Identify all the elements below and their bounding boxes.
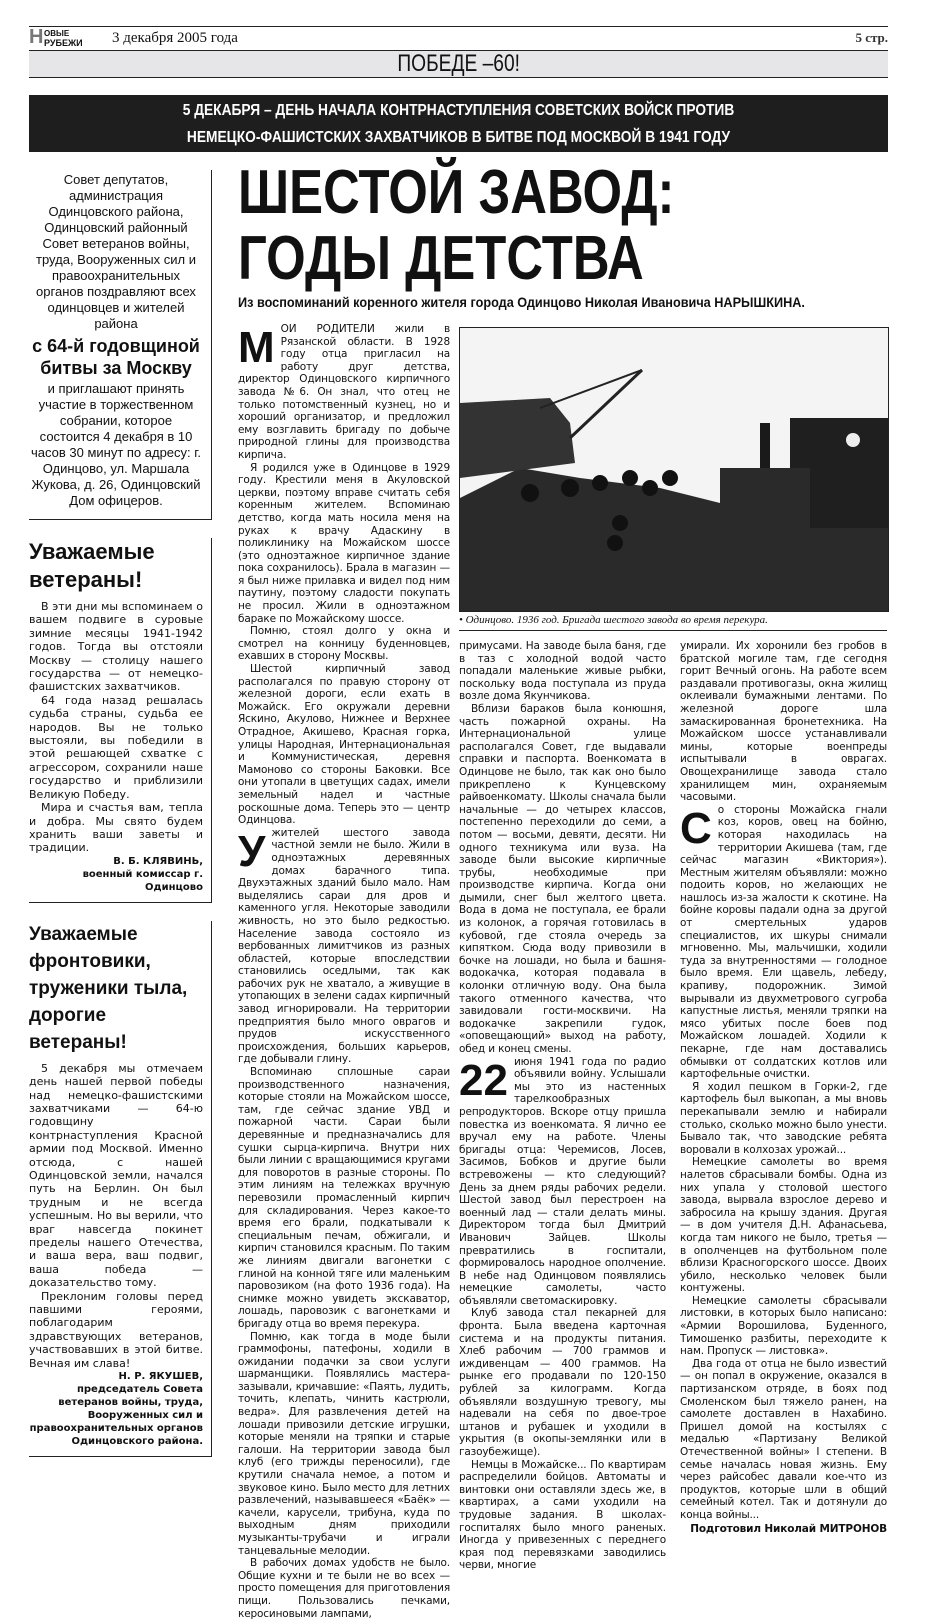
article-paragraph: Вблизи бараков была конюшня, часть пожарной охраны. На Интернациональной улице располагался Совет, где выдавали справки и паспорта. Военкомата в Одинцове не было, так как оно было прикреплено к Кунцевскому райвоенкомату. Школы сначала были начальные — до четырех классов, постепенно переходили до семи, а потом — восьми, девяти, десяти. Ни одного техникума или вуза. На заводе были высокие кирпичные трубы, необходимые при производстве кирпича. Когда они дымили, снег был желтого цвета. Вода в дома не поступала, ее брали из колонок, а горячая готовилась в кубовой, где стояла очередь за кипятком. Сюда воду привозили в бочке на лошади, но была и башня-водокачка, которая подавала в колонки отличную воду. Она была такого отменного качества, что завидовали гости-москвичи. На водокачке закрепили гудок, «оповещающий» выход на работу, обед и конец смены. — [459, 702, 666, 1055]
article-column-1 — [238, 323, 450, 1620]
headline-line-2: НЕМЕЦКО-ФАШИСТСКИХ ЗАХВАТЧИКОВ В БИТВЕ ПОД МОСКВОЙ В 1941 ГОДУ — [186, 129, 731, 146]
drop-cap: У — [238, 826, 266, 876]
article-paragraph: Вспоминаю сплошные сараи производственного назначения, которые стояли на Можайском шоссе, там, где сейчас здание УВД и пожарной части. Сараи были деревянные и предназначались для сушки сырца-кирпича. Внутри них были линии с вращающимися кругами для поворотов в разные стороны. По этим линиям на тележках вручную перевозили промасленный кирпич для складирования. Через какое-то время его брали, подкатывали к специальным печам, обжигали, и кирпич становился красным. По таким же линиям двигали вагонетки с глиной на конной тяге или маленьким паровозиком (на фото 1936 года). На снимке можно увидеть экскаватор, лошадь, паровозик с вагонетками и бригаду отца во время перекура. — [238, 1066, 450, 1330]
issue-date: 3 декабря 2005 года — [112, 30, 238, 46]
greeting-1-paragraph: Мира и счастья вам, тепла и добра. Мы свято будем хранить ваши заветы и традиции. — [29, 801, 203, 855]
headline-line-1: 5 ДЕКАБРЯ – ДЕНЬ НАЧАЛА КОНТРНАСТУПЛЕНИЯ СОВЕТСКИХ ВОЙСК ПРОТИВ — [182, 102, 735, 119]
greeting-1-heading: Уважаемые ветераны! — [29, 539, 155, 592]
article-paragraph: июня 1941 года по радио объявили войну. Услышали мы это из настенных тарелкообразных репродукторов. Вскоре отцу пришла повестка из военкомата. Я лично ее вручал ему на работе. Члены бригады отца: Черемисов, Лосев, Засимов, Бобков и другие были встревожены — кто следующий? День за днем ряды рабочих редели. Шестой завод был перестроен на военный лад — стали делать мины. Директором тогда был Дмитрий Иванович Зайцев. Школы превратились в госпитали, формировалось народное ополчение. В небе над Одинцовом появлялись немецкие самолеты, часто объявляли светомаскировку. — [459, 1055, 666, 1307]
announcement-body: и приглашают принять участие в торжественном собрании, которое состоится 4 декабря в 10 часов 30 минут по адресу: г. Одинцово, ул. Маршала Жукова, д. 26, Одинцовский Дом офицеров. — [30, 381, 202, 508]
masthead-rule — [29, 26, 888, 27]
photo-illustration — [460, 328, 888, 611]
article-paragraph: Помню, как тогда в моде были граммофоны, патефоны, ходили в ожидании подачки за свои услуги шарманщики. Появлялись мастера-зазывали, кричавшие: «Паять, лудить, точить, клепать, чинить кастрюли, ведра». Для развлечения детей на лошади привозили детские игрушки, которые меняли на тряпки и старые галоши. На территории завода был клуб (его трижды переносили), где крутили сначала немое, а потом и звуковое кино. Было место для летних развлечений, называвшееся «Баёк» — качели, карусели, трибуна, куда по выходным дням приходили музыканты-трубачи и играли танцевальные мелодии. — [238, 1330, 450, 1557]
photo-caption: • Одинцово. 1936 год. Бригада шестого завода во время перекура. — [459, 613, 887, 631]
greeting-1-signature: В. Б. КЛЯВИНЬ, — [113, 855, 203, 867]
greeting-1-paragraph: В эти дни мы вспоминаем о вашем подвиге в суровые зимние месяцы 1941-1942 годов. Тогда вы отстояли Москву — столицу нашего государства — от немецко-фашистских захватчиков. — [29, 600, 203, 694]
article-paragraph: Помню, стоял долго у окна и смотрел на конницу буденновцев, ехавших в сторону Москвы. — [238, 625, 450, 663]
article-paragraph: ОИ РОДИТЕЛИ жили в Рязанской области. В 1928 году отца пригласил на работу друг детства, директор Одинцовского кирпичного завода №6. Он знал, что отец не только потомственный кузнец, но и хороший организатор, и предложил ему возглавить бригаду по добыче природной глины для производства кирпича. — [238, 323, 450, 461]
article-paragraph: умирали. Их хоронили без гробов в братской могиле там, где сегодня горит Вечный огонь. На работе всем раздавали противогазы, окна жилищ оклеивали бумажными лентами. По железной дороге шла замаскированная бронетехника. На Можайском шоссе устанавливали мины, которые военпреды испытывали в оврагах. Овощехранилище завода стало хранилищем мин, охраняемым часовыми. — [680, 640, 887, 804]
headline-bar — [29, 95, 888, 152]
section-title: ПОБЕДЕ –60! — [397, 50, 520, 77]
article-subtitle-wrap — [238, 294, 888, 312]
greeting-2-signature: Н. Р. ЯКУШЕВ, — [118, 1371, 203, 1383]
page-number: 5 стр. — [855, 30, 888, 45]
newspaper-logo — [29, 26, 99, 49]
article-paragraph: о стороны Можайска гнали коз, коров, овец на бойню, которая находилась на территории Акишева (там, где сейчас магазин «Виктория»). Местным жителям объявляли: можно подоить коров, но желающих не нашлось из-за жалости к скотине. На бойне коровы падали одна за другой от смертельных ударов специалистов, их шкуры снимали мгновенно. Мы, мальчишки, ходили туда за внутренностями — голодное было время. Ели щавель, лебеду, крапиву, подорожник. Зимой вырывали из двухметрового сугроба капустные листья, меняли тряпки на мясо убитых после боев под Можайском лошадей. Ходили к пекарне, где нам доставались обмывки от солдатских котлов или картофельные очистки. — [680, 803, 887, 1081]
logo-word-1: ОВЫЕ — [44, 29, 70, 38]
article-paragraph: В рабочих домах удобств не было. Общие кухни и те были не во всех — просто помещения для приготовления пищи. Пользовались печками, керосиновыми лампами, — [238, 1557, 450, 1620]
title-line-1: ШЕСТОЙ ЗАВОД: — [238, 158, 675, 227]
greeting-1-paragraph: 64 года назад решалась судьба страны, судьба ее народов. Вы не только выстояли, вы победили в этой решающей схватке с агрессором, сохранили наше государство и приблизили Великую Победу. — [29, 693, 203, 801]
article-paragraph: жителей шестого завода частной земли не было. Жили в одноэтажных деревянных домах барачного типа. Двухэтажных зданий было мало. Нам выделялись сараи для дров и каменного угля. Некоторые заводили живность, но это было редкостью. Население завода состояло из вербованных лимитчиков из разных областей, которые впоследствии становились оседлыми, так как рабочих рук не хватало, а живущие в утопающих в зелени садах кирпичный завод игнорировали. На территории предприятия было много оврагов и прудов искусственного происхождения, больших карьеров, где добывали глину. — [238, 826, 450, 1066]
greeting-2-text — [29, 1062, 203, 1370]
article-title — [238, 160, 888, 292]
section-banner — [29, 50, 888, 78]
article-credit: Подготовил Николай МИТРОНОВ — [690, 1522, 887, 1535]
article-column-3 — [680, 640, 887, 1536]
article-column-2 — [459, 640, 666, 1572]
archive-photo — [459, 327, 889, 612]
sidebar — [29, 170, 212, 1457]
greeting-box-1 — [29, 538, 212, 903]
article-paragraph: Два года от отца не было известий — он попал в окружение, оказался в партизанском отряде, в боях под Смоленском был тяжело ранен, на самолете доставлен в Нахабино. Пришел домой на костылях с медалью «Партизану Великой Отечественной войны» I степени. В семье началась новая жизнь. Ему через райсобес давали кое-что из продуктов, которые шли в общий семейный котел. Так и дотянули до конца войны... — [680, 1357, 887, 1521]
article-paragraph: Немцы в Можайске... По квартирам распределили бойцов. Автоматы и винтовки они оставляли здесь же, в квартирах, а сами уходили на трудовые задания. В школах-госпиталях было много раненых. Иногда у привезенных с переднего края под перевязками заводились черви, многие — [459, 1458, 666, 1572]
greeting-2-signature-title: председатель Совета ветеранов войны, труда, Вооруженных сил и правоохранительных органов Одинцовского района. — [29, 1384, 203, 1448]
title-line-2: ГОДЫ ДЕТСТВА — [238, 224, 644, 293]
greeting-1-signature-title: военный комиссар г. Одинцово — [82, 868, 203, 893]
drop-number: 22 — [459, 1055, 508, 1105]
greeting-2-heading: Уважаемые фронтовики, труженики тыла, дорогие ветераны! — [29, 923, 188, 1053]
article-paragraph: примусами. На заводе была баня, где в таз с холодной водой часто попадали маленькие живые рыбки, поскольку вода поступала из пруда возле дома Якунчикова. — [459, 640, 666, 703]
drop-cap: С — [680, 803, 712, 853]
announcement-intro: Совет депутатов, администрация Одинцовского района, Одинцовский районный Совет ветеранов войны, труда, Вооруженных сил и правоохранительных органов поздравляют всех одинцовцев и жителей района — [36, 172, 196, 331]
greeting-1-text — [29, 600, 203, 855]
article-paragraph: Клуб завода стал пекарней для фронта. Была введена карточная система и на продукты питания. Хлеб рабочим — 700 граммов и иждивенцам — 400 граммов. На рынке его продавали по 120-150 рублей за килограмм. Когда объявляли воздушную тревогу, мы надевали на себя по двое-трое штанов и рубашек и уходили в укрытия (в окопы-землянки или в газоубежище). — [459, 1307, 666, 1458]
drop-cap: М — [238, 323, 275, 372]
article-paragraph: Шестой кирпичный завод располагался по правую сторону от железной дороги, если ехать в Можайск. Его окружали деревни Яскино, Акулово, Нижнее и Верхнее Отрадное, Акишево, Красная горка, улицы Народная, Интернациональная и Коммунистическая, деревня Мамоново со стороны Баковки. Все они утопали в цветущих садах, имели земельный надел и частные роскошные дома. Теперь это — центр Одинцова. — [238, 663, 450, 827]
article-paragraph: Немецкие самолеты сбрасывали листовки, в которых было написано: «Армии Ворошилова, Буденного, Тимошенко разбиты, переходите к нам. Пропуск — листовка». — [680, 1294, 887, 1358]
article-subtitle: Из воспоминаний коренного жителя города Одинцово Николая Ивановича НАРЫШКИНА. — [238, 295, 805, 310]
greeting-2-paragraph: 5 декабря мы отмечаем день нашей первой победы над немецко-фашистскими захватчиками — 64-ю годовщину контрнаступления Красной армии под Москвой. Именно отсюда, с нашей Одинцовской земли, начался путь на Берлин. Он был трудным и не всегда успешным. Но вы верили, что враг навсегда покинет пределы нашего Отечества, и ваша вера, ваш подвиг, ваша победа — доказательство тому. — [29, 1061, 203, 1290]
greeting-box-2 — [29, 921, 212, 1457]
logo-initial: Н — [29, 26, 44, 48]
announcement-highlight: с 64-й годовщиной битвы за Москву — [32, 336, 200, 378]
article-paragraph: Я родился уже в Одинцове в 1929 году. Крестили меня в Акуловской церкви, поэтому вправе считать себя коренным жителем. Вспоминаю детство, когда мать носила меня на руках к врачу Адаскину в поликлинику на Можайском шоссе (это одноэтажное кирпичное здание пока сохранилось). Брала в магазин — я был ниже прилавка и видел под ним паутину, поэтому сладости покупать не просил. Жили в одноэтажном бараке по Можайскому шоссе. — [238, 461, 450, 625]
article-paragraph: Немецкие самолеты во время налетов сбрасывали бомбы. Одна из них упала у столовой шестого завода, вырвала взрослое дерево и забросила на крышу здания. Другая — в дом учителя Д.Н. Афанасьева, когда там никого не было, третья — в ополченцев на футбольном поле вблизи Красногорского шоссе. Двоих убило, несколько человек были контужены. — [680, 1156, 887, 1295]
article-paragraph: Я ходил пешком в Горки-2, где картофель был выкопан, а мы вновь перекапывали землю и набирали столько, сколько можно было унести. Бывало так, что заводские ребята воровали в колхозах урожай... — [680, 1080, 887, 1156]
logo-word-2: РУБЕЖИ — [44, 38, 83, 48]
greeting-2-paragraph: Преклоним головы перед павшими героями, поблагодарим здравствующих ветеранов, участвовавших в этой битве. Вечная им слава! — [29, 1289, 203, 1370]
announcement-box — [29, 170, 212, 520]
